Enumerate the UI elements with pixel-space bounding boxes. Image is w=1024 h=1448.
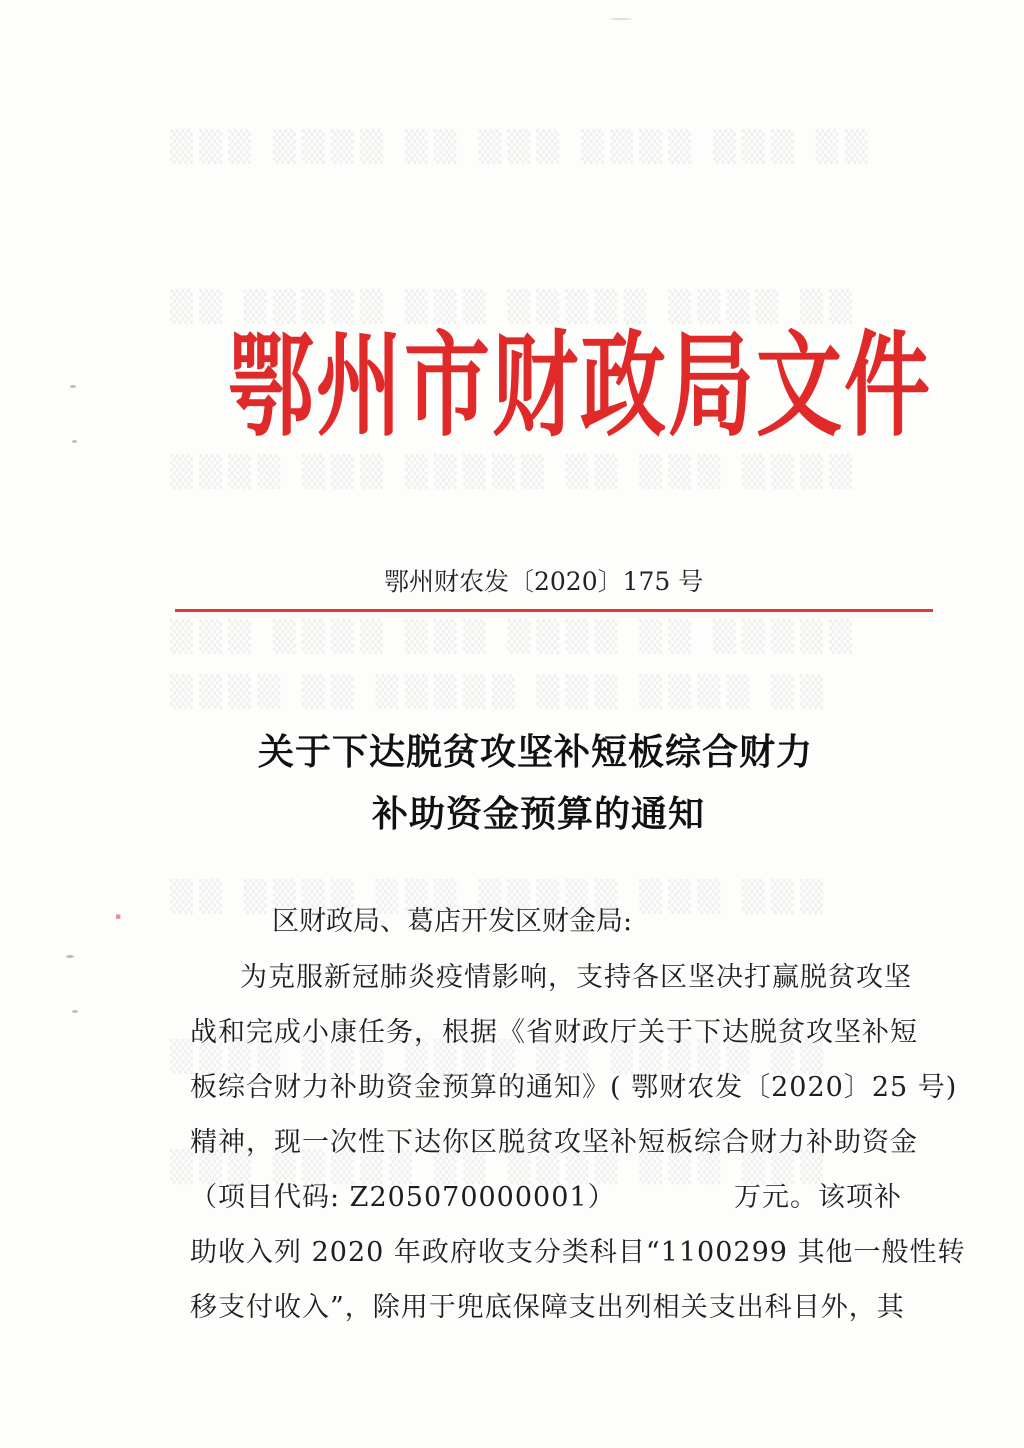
bleed-through-texture: ▒▒▒▒ ▒▒▒ ▒▒▒▒▒ ▒▒ ▒▒▒ ▒▒▒▒ xyxy=(170,455,859,490)
project-code: （项目代码: Z205070000001） xyxy=(190,1182,616,1213)
scan-speck xyxy=(610,18,632,20)
body-paragraph-line: 为克服新冠肺炎疫情影响，支持各区坚决打赢脱贫攻坚 xyxy=(240,962,912,993)
body-paragraph-line: 助收入列 2020 年政府收支分类科目“1100299 其他一般性转 xyxy=(190,1237,966,1268)
scan-speck xyxy=(70,385,76,388)
red-separator-line xyxy=(175,609,933,612)
letterhead-title: 鄂州市财政局文件 xyxy=(228,319,932,453)
bleed-through-texture: ▒▒▒ ▒▒▒▒ ▒▒ ▒▒▒ ▒▒▒▒ ▒▒▒ ▒▒ xyxy=(170,130,874,165)
scan-speck xyxy=(66,955,74,958)
scan-speck xyxy=(72,1010,78,1013)
bleed-through-texture: ▒▒▒▒ ▒▒ ▒▒▒▒▒ ▒▒▒ ▒▒▒▒ ▒▒ xyxy=(170,675,830,710)
project-code-line xyxy=(190,1175,902,1214)
notice-title-line-2: 补助资金预算的通知 xyxy=(372,793,706,835)
bleed-through-texture: ▒▒▒ ▒▒▒▒▒ ▒▒ ▒▒▒▒ ▒▒▒ ▒▒▒ xyxy=(170,1150,830,1185)
body-paragraph-line: 精神，现一次性下达你区脱贫攻坚补短板综合财力补助资金 xyxy=(190,1127,918,1158)
scan-speck xyxy=(72,440,77,443)
body-paragraph-line: 战和完成小康任务，根据《省财政厅关于下达脱贫攻坚补短 xyxy=(190,1017,918,1048)
bleed-through-texture: ▒▒ ▒▒▒▒ ▒▒▒ ▒▒▒▒▒ ▒▒▒ ▒▒▒ xyxy=(170,880,830,915)
amount-suffix: 万元。该项补 xyxy=(734,1182,902,1213)
bleed-through-texture: ▒▒▒ ▒▒▒▒ ▒▒▒ ▒▒▒▒ ▒▒ ▒▒▒▒▒ xyxy=(170,620,859,655)
bleed-through-texture: ▒▒ ▒▒▒▒▒ ▒▒▒ ▒▒▒▒▒ ▒▒▒▒ ▒▒ xyxy=(170,290,859,325)
body-paragraph-line: 移支付收入”，除用于兜底保障支出列相关支出科目外，其 xyxy=(190,1292,905,1323)
notice-title-line-1: 关于下达脱贫攻坚补短板综合财力 xyxy=(258,731,814,773)
bleed-through-texture: ▒▒▒▒ ▒▒▒ ▒▒▒▒ ▒▒ ▒▒▒▒▒ ▒▒ xyxy=(170,1040,830,1075)
red-speck: ▪ xyxy=(115,912,122,922)
addressee: 区财政局、葛店开发区财金局: xyxy=(272,906,633,937)
body-paragraph-line: 板综合财力补助资金预算的通知》( 鄂财农发〔2020〕25 号) xyxy=(190,1072,958,1103)
document-number: 鄂州财农发〔2020〕175 号 xyxy=(384,567,704,596)
